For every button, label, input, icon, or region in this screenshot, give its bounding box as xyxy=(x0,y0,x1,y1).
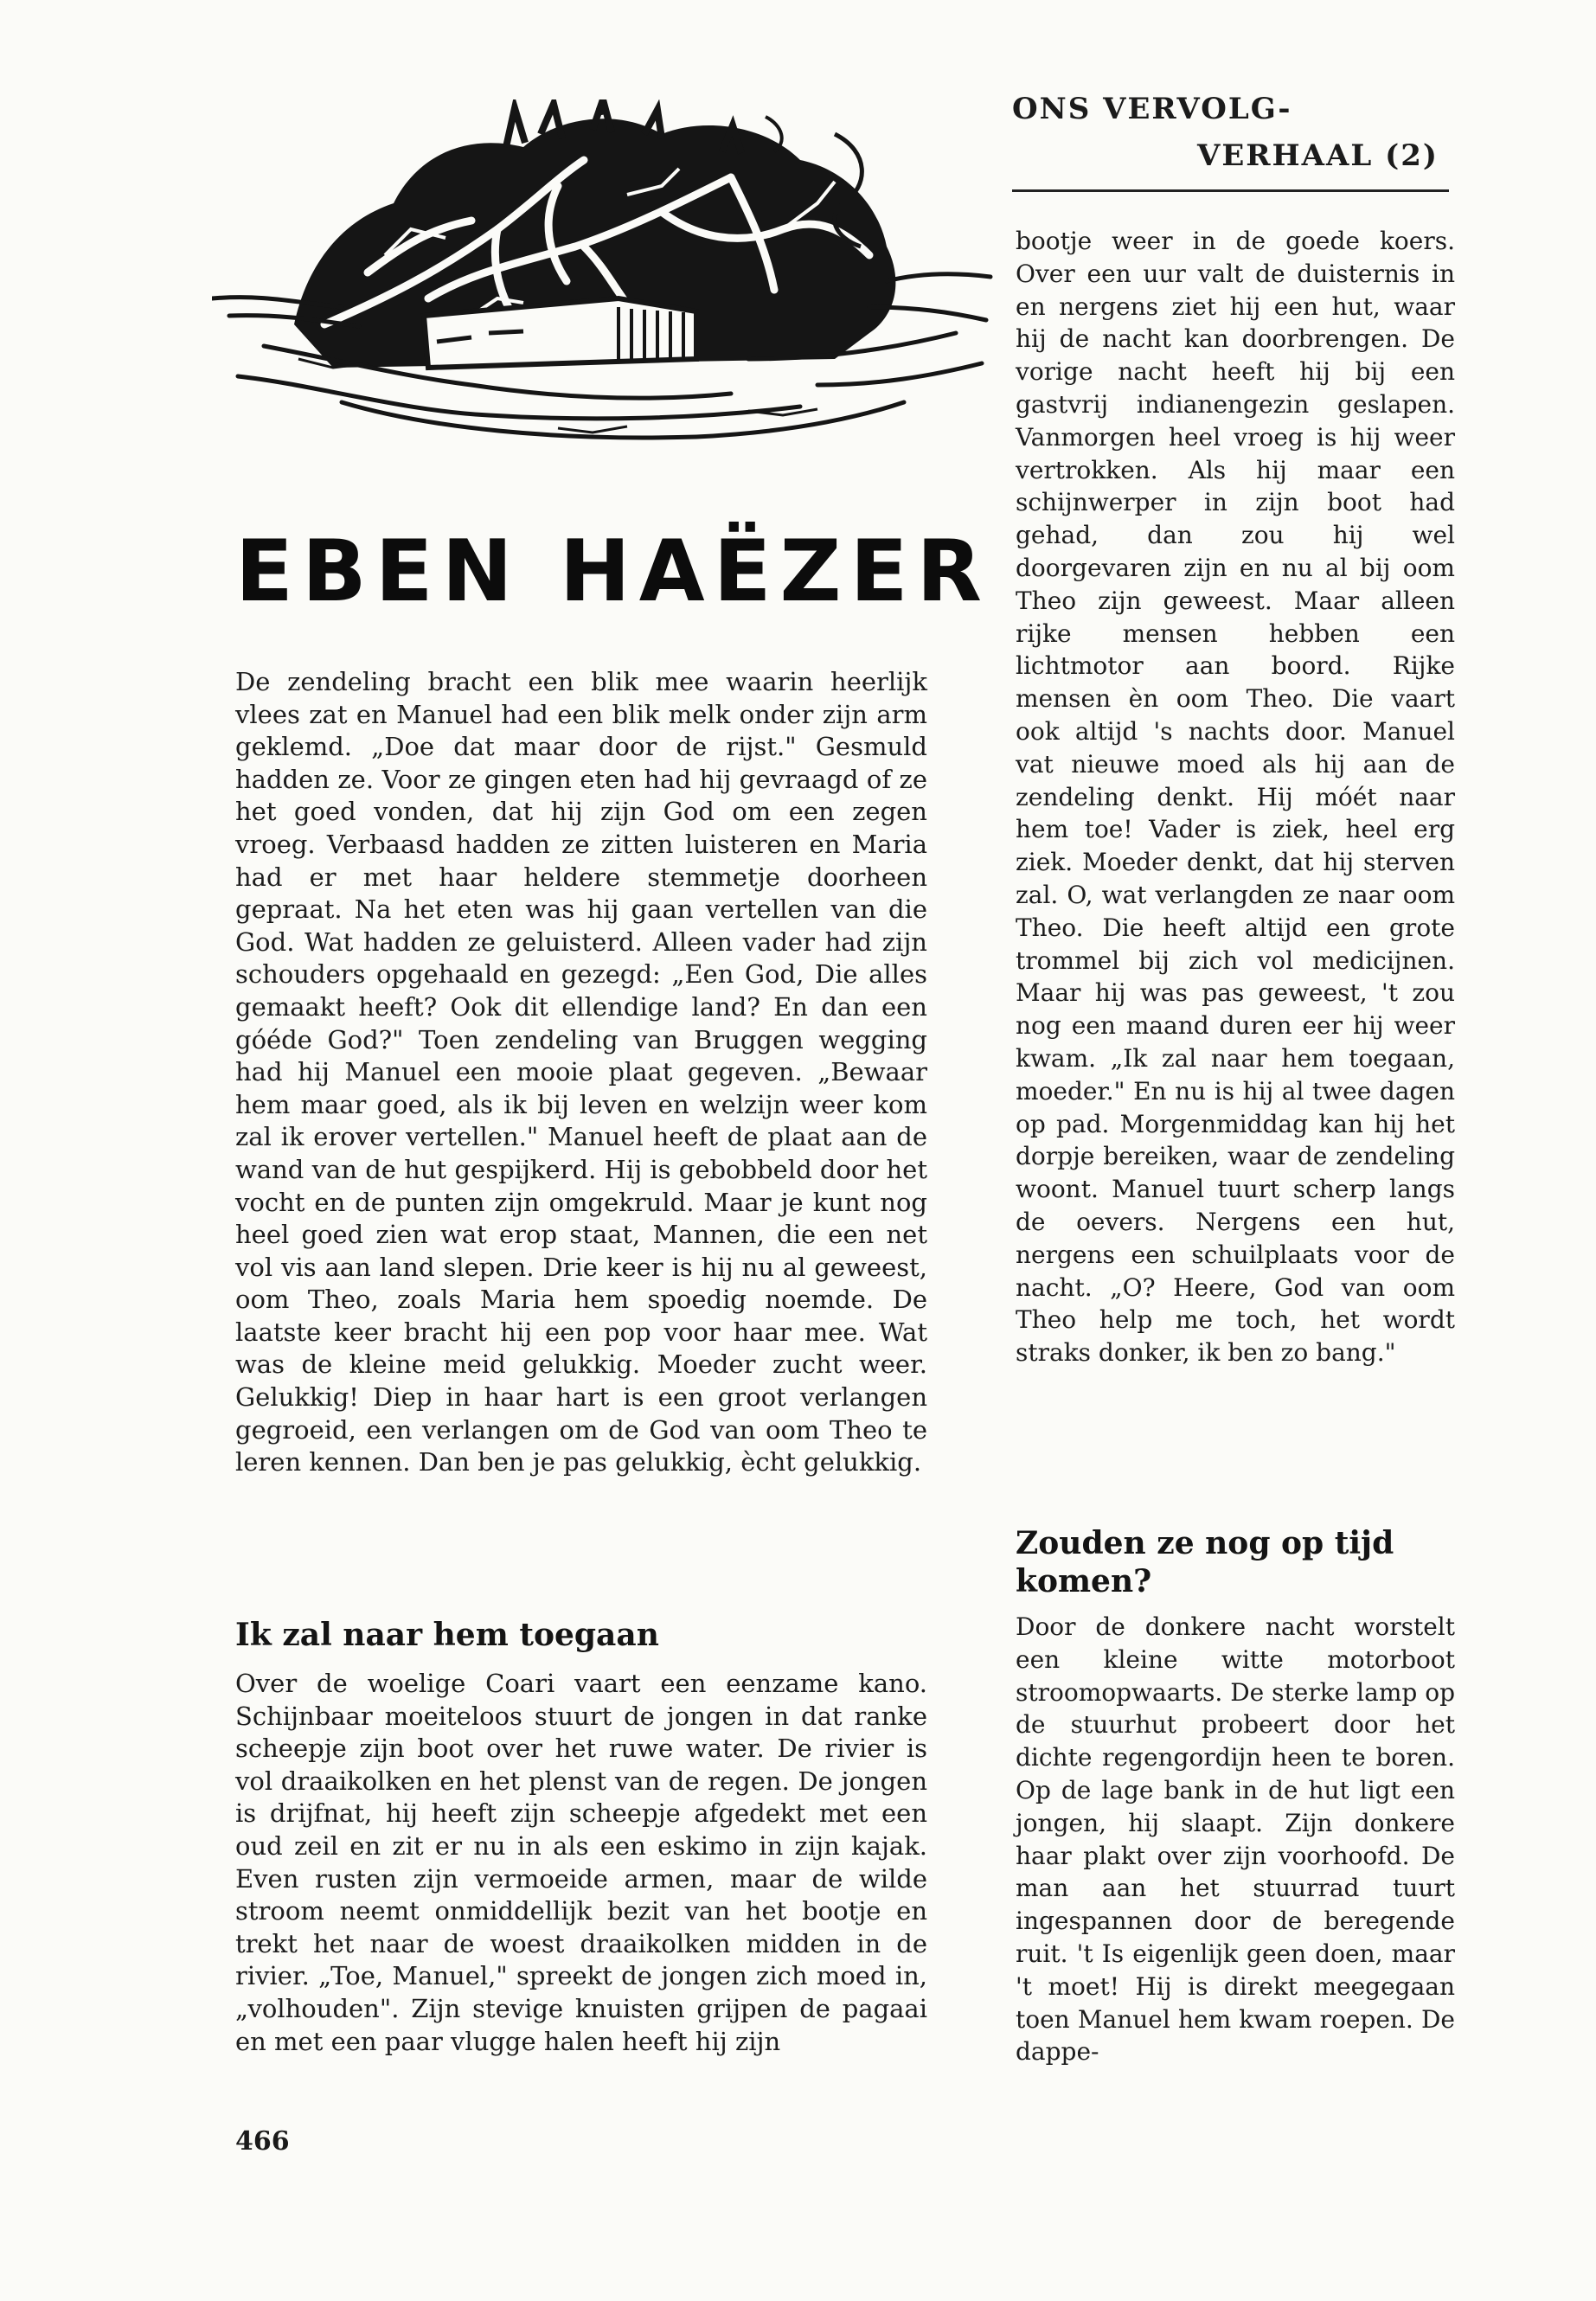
section-heading-left: Ik zal naar hem toegaan xyxy=(235,1617,659,1653)
left-column-body xyxy=(235,1668,927,2058)
section-heading-right: Zouden ze nog op tijd komen? xyxy=(1016,1525,1394,1599)
left-column-intro xyxy=(235,666,927,1479)
page-title: EBEN HAËZER xyxy=(235,522,990,621)
series-divider xyxy=(1012,189,1449,192)
paragraph: De zendeling bracht een blik mee waarin heerlijk vlees zat en Manuel had een blik melk onder zijn arm geklemd. „Doe dat maar door de rijst." Gesmuld hadden ze. Voor ze gingen eten had hij gevraagd of ze het goed vonden, dat hij zijn God om een zegen vroeg. Verbaasd hadden ze zitten luisteren en Maria had er met haar heldere stemmetje doorheen gepraat. Na het eten was hij gaan vertellen van die God. Wat hadden ze geluisterd. Alleen vader had zijn schouders opgehaald en gezegd: „Een God, Die alles gemaakt heeft? Ook dit ellendige land? En dan een góéde God?" Toen zendeling van Bruggen wegging had hij Manuel een mooie plaat gegeven. „Bewaar hem maar goed, als ik bij leven en welzijn weer kom zal ik erover vertellen." Manuel heeft de plaat aan de wand van de hut gespijkerd. Hij is gebobbeld door het vocht en de punten zijn omgekruld. Maar je kunt nog heel goed zien wat erop staat, Mannen, die een net vol vis aan land slepen. Drie keer is hij nu al geweest, oom Theo, zoals Maria hem spoedig noemde. De laatste keer bracht hij een pop voor haar mee. Wat was de kleine meid gelukkig. Moeder zucht weer. Gelukkig! Diep in haar hart is een groot verlangen gegroeid, een verlangen om de God van oom Theo te leren kennen. Dan ben je pas gelukkig, ècht gelukkig. xyxy=(235,667,927,1477)
series-label xyxy=(1012,87,1449,192)
series-label-line-1: ONS VERVOLG- xyxy=(1012,92,1292,126)
river-jungle-woodcut-icon xyxy=(212,99,995,493)
paragraph: Over de woelige Coari vaart een eenzame kano. Schijnbaar moeiteloos stuurt de jongen in dat ranke scheepje zijn boot over het ruwe water. De rivier is vol draaikolken en het plenst van de regen. De jongen is drijfnat, hij heeft zijn scheepje afgedekt met een oud zeil en zit er nu in als een eskimo in zijn kajak. Even rusten zijn vermoeide armen, maar de wilde stroom neemt onmiddellijk bezit van het bootje en trekt het naar de woest draaikolken midden in de rivier. „Toe, Manuel," spreekt de jongen zich moed in, „volhouden". Zijn stevige knuisten grijpen de pagaai en met een paar vlugge halen heeft hij zijn xyxy=(235,1669,927,2056)
page-number: 466 xyxy=(235,2126,290,2157)
paragraph: bootje weer in de goede koers. Over een uur valt de duisternis in en nergens ziet hij een hut, waar hij de nacht kan doorbrengen. De vorige nacht heeft hij bij een gastvrij indianengezin geslapen. Vanmorgen heel vroeg is hij weer vertrokken. Als hij maar een schijnwerper in zijn boot had gehad, dan zou hij wel doorgevaren zijn en nu al bij oom Theo zijn geweest. Maar alleen rijke mensen hebben een lichtmotor aan boord. Rijke mensen èn oom Theo. Die vaart ook altijd 's nachts door. Manuel vat nieuwe moed als hij aan de zendeling denkt. Hij móét naar hem toe! Vader is ziek, heel erg ziek. Moeder denkt, dat hij sterven zal. O, wat verlangden ze naar oom Theo. Die heeft altijd een grote trommel bij zich vol medicijnen. Maar hij was pas geweest, 't zou nog een maand duren eer hij weer kwam. „Ik zal naar hem toegaan, moeder." En nu is hij al twee dagen op pad. Morgenmiddag kan hij het dorpje bereiken, waar de zendeling woont. Manuel tuurt scherp langs de oevers. Nergens een hut, nergens een schuilplaats voor de nacht. „O? Heere, God van oom Theo help me toch, het wordt straks donker, ik ben zo bang." xyxy=(1016,227,1455,1368)
right-column-body xyxy=(1016,1611,1455,2068)
series-label-line-2: VERHAAL (2) xyxy=(1196,138,1439,173)
paragraph: Door de donkere nacht worstelt een kleine witte motorboot stroomopwaarts. De sterke lamp op de stuurhut probeert door het dichte regengordijn heen te boren. Op de lage bank in de hut ligt een jongen, hij slaapt. Zijn donkere haar plakt over zijn voorhoofd. De man aan het stuurrad tuurt ingespannen door de beregende ruit. 't Is eigenlijk geen doen, maar 't moet! Hij is direkt meegegaan toen Manuel hem kwam roepen. De dappe- xyxy=(1016,1612,1455,2067)
right-column-top xyxy=(1016,225,1455,1369)
woodcut-illustration xyxy=(212,99,995,493)
